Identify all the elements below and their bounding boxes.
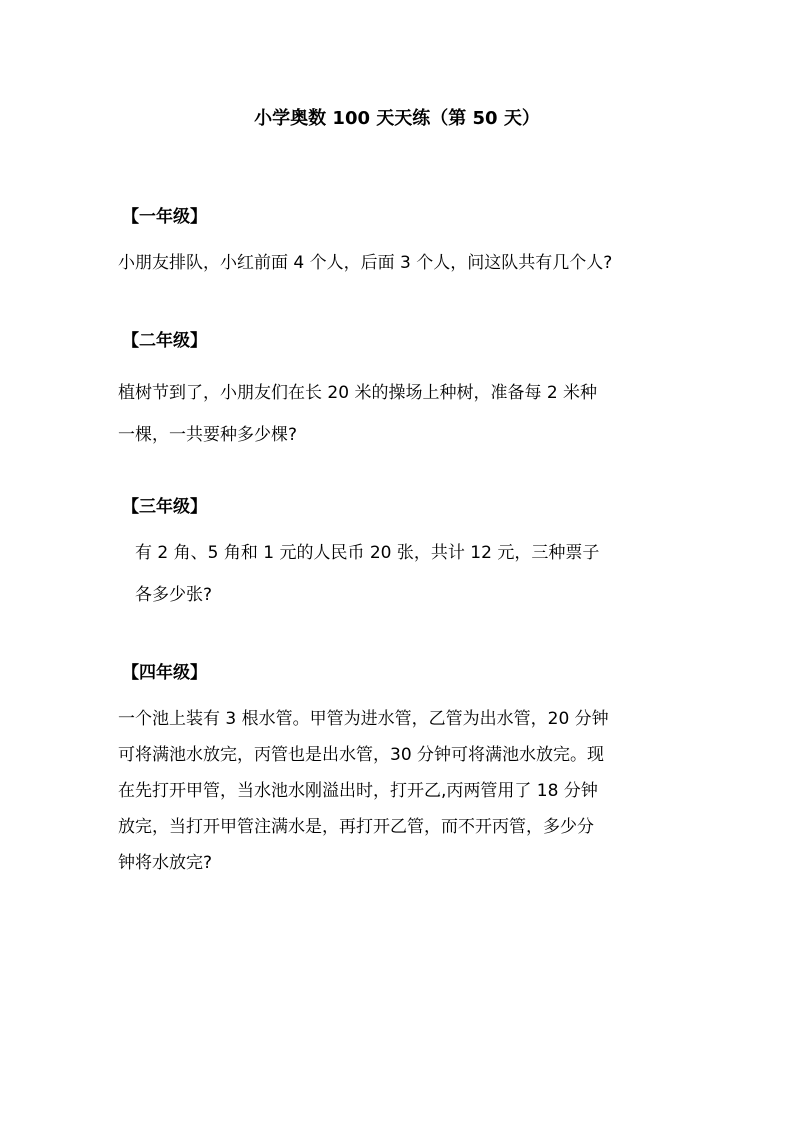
problem-line: 植树节到了，小朋友们在长 20 米的操场上种树，准备每 2 米种 [118,383,598,403]
problem-line: 有 2 角、5 角和 1 元的人民币 20 张，共计 12 元，三种票子 [135,543,600,563]
section-grade-4 [118,661,688,881]
problem-line: 放完，当打开甲管注满水是，再打开乙管，而不开丙管，多少分 [118,817,594,837]
problem-line: 可将满池水放完，丙管也是出水管，30 分钟可将满池水放完。现 [118,745,605,765]
problem-line: 一棵，一共要种多少棵? [118,425,298,445]
page-title: 小学奥数 100 天天练（第 50 天） [254,108,540,129]
section-heading: 【一年级】 [122,207,207,227]
problem-line: 钟将水放完? [118,853,213,873]
problem-line: 各多少张? [135,585,213,605]
section-grade-2 [118,329,688,453]
problem-line: 小朋友排队，小红前面 4 个人，后面 3 个人，问这队共有几个人? [118,253,613,273]
section-grade-3 [118,495,688,613]
section-heading: 【二年级】 [122,331,207,351]
section-heading: 【三年级】 [122,497,207,517]
section-grade-1 [118,205,688,281]
problem-line: 在先打开甲管，当水池水刚溢出时，打开乙,丙两管用了 18 分钟 [118,781,598,801]
problem-line: 一个池上装有 3 根水管。甲管为进水管，乙管为出水管，20 分钟 [118,709,609,729]
section-heading: 【四年级】 [122,663,207,683]
